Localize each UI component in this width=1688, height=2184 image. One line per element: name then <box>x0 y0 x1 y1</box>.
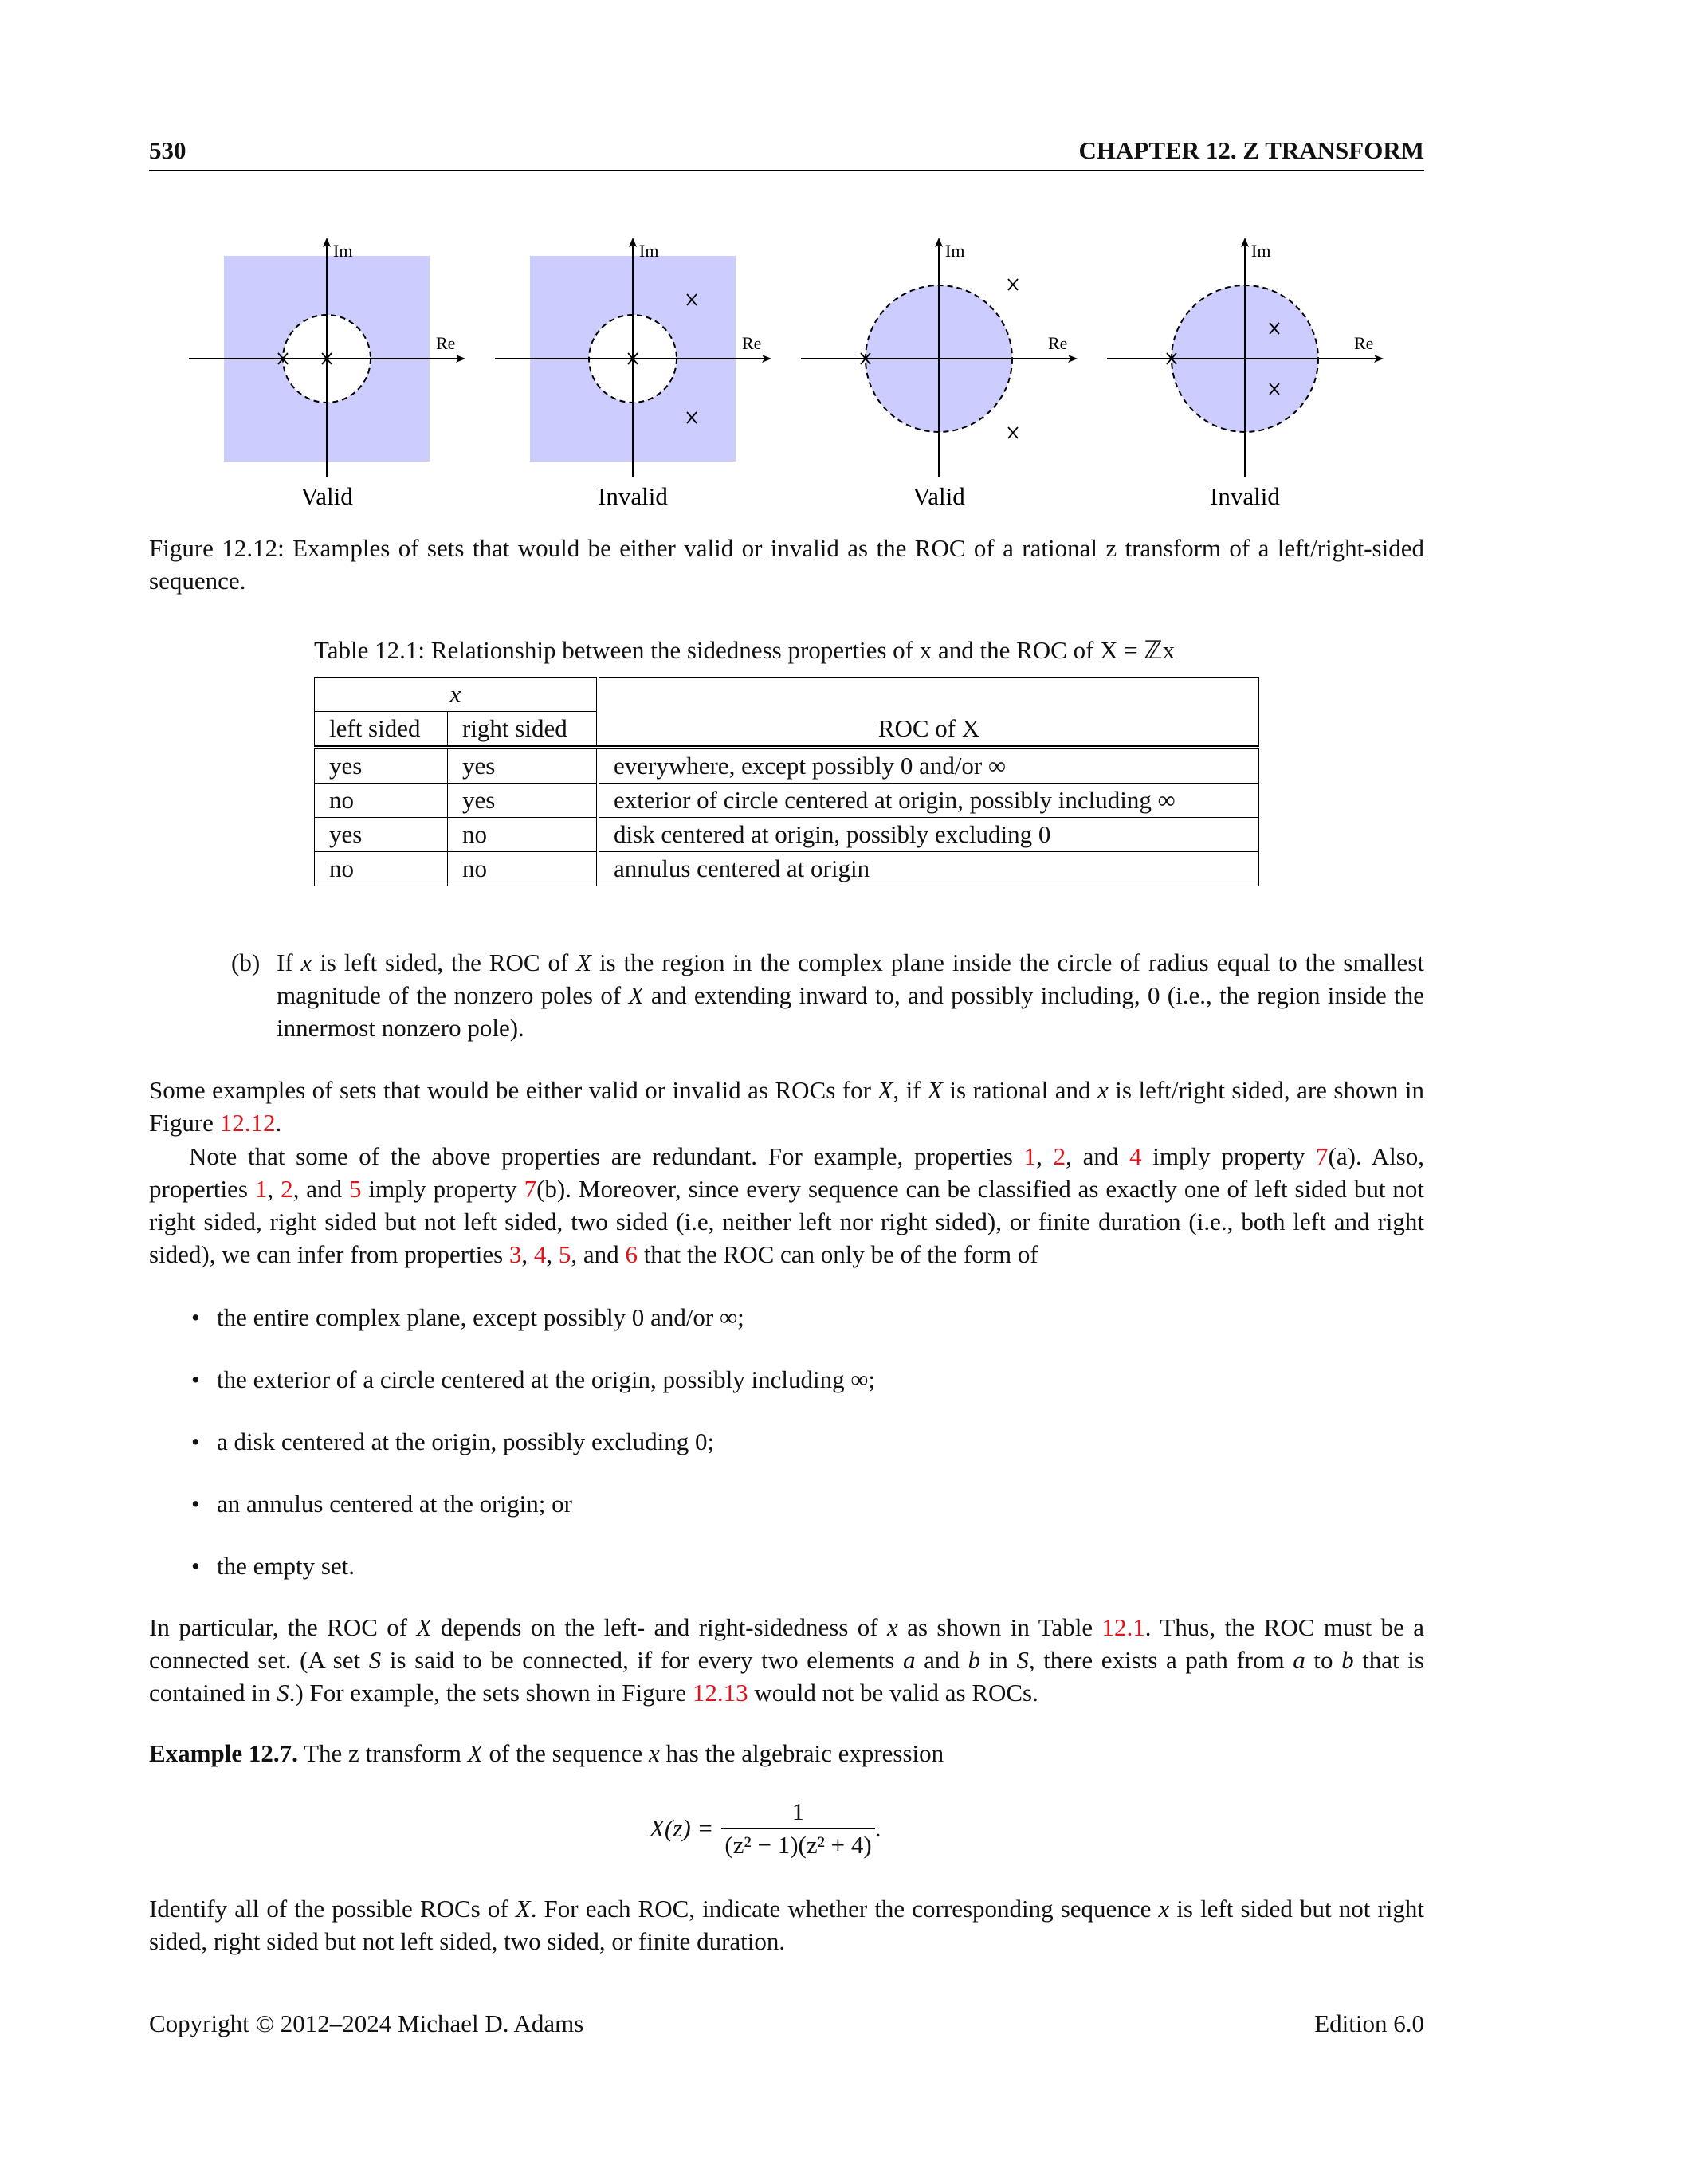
table-header-right: right sided <box>448 712 599 748</box>
text-run: . Thus, the ROC must be a connected set. (A set <box>149 1613 1424 1674</box>
imag-axis-label: Im <box>1251 241 1271 261</box>
text-run: x <box>300 949 312 976</box>
text-run: X <box>467 1739 483 1767</box>
text-run: that is contained in <box>149 1646 1424 1707</box>
text-run: S <box>1016 1646 1029 1674</box>
text-run: has the algebraic expression <box>659 1739 944 1767</box>
bullet-icon: • <box>191 1303 200 1331</box>
item-b-text <box>277 946 1424 1044</box>
table-row <box>315 784 1259 818</box>
cross-reference-link[interactable]: 12.1 <box>1101 1613 1145 1641</box>
table-cell: no <box>448 852 599 886</box>
real-axis-label: Re <box>742 333 762 353</box>
text-run: , and <box>1066 1142 1130 1170</box>
paragraph-1 <box>149 1074 1424 1139</box>
item-b-marker: (b) <box>231 949 261 976</box>
footer-edition: Edition 6.0 <box>1314 2009 1424 2037</box>
paragraph-3 <box>149 1611 1424 1709</box>
table-cell: yes <box>448 784 599 818</box>
pole-marker-icon <box>1008 427 1018 438</box>
table-group-header: x <box>315 678 599 712</box>
bullet-text: the empty set. <box>217 1552 355 1580</box>
text-run: is the region in the complex plane inside the circle of radius equal to the smallest magnitude of the nonzero poles of <box>277 949 1424 1009</box>
bullet-icon: • <box>191 1428 200 1455</box>
text-run: (b). Moreover, since every sequence can be classified as exactly one of left sided but not right sided, right sided but not left sided, two sided (i.e, neither left nor right sided), or finite duration (i.e., both left and right sided), we can infer from properties <box>149 1175 1425 1268</box>
table-header-roc: ROC of X <box>598 678 1259 748</box>
real-axis-label: Re <box>1354 333 1374 353</box>
panel-label: Invalid <box>1210 482 1280 510</box>
equation-denominator: (z² − 1)(z² + 4) <box>721 1828 874 1861</box>
table-caption-text: Table 12.1: Relationship between the sidedness properties of x and the ROC of X = ℤx <box>314 636 1176 664</box>
cross-reference-link[interactable]: 5 <box>558 1240 571 1268</box>
cross-reference-link[interactable]: 6 <box>625 1240 638 1268</box>
cross-reference-link[interactable]: 3 <box>508 1240 522 1268</box>
example-text <box>298 1739 944 1767</box>
text-run: Some examples of sets that would be either valid or invalid as ROCs for <box>149 1076 878 1104</box>
chapter-title: CHAPTER 12. Z TRANSFORM <box>1078 136 1424 164</box>
table-cell: no <box>315 784 448 818</box>
text-run: a <box>1293 1646 1305 1674</box>
table-cell: everywhere, except possibly 0 and/or ∞ <box>598 748 1259 784</box>
imag-axis-label: Im <box>945 241 965 261</box>
text-run: , <box>267 1175 281 1203</box>
text-run: .) For example, the sets shown in Figure <box>289 1679 693 1707</box>
text-run: x <box>649 1739 660 1767</box>
text-run: . For each ROC, indicate whether the corresponding sequence <box>530 1895 1159 1923</box>
table-cell: yes <box>448 748 599 784</box>
text-run: . <box>275 1109 282 1137</box>
text-run: In particular, the ROC of <box>149 1613 417 1641</box>
text-run: and extending inward to, and possibly including, 0 (i.e., the region inside the innermost nonzero pole). <box>277 981 1425 1042</box>
example-label: Example 12.7. <box>149 1739 298 1767</box>
table-cell: no <box>448 818 599 852</box>
table-cell: no <box>315 852 448 886</box>
table-row <box>315 748 1259 784</box>
cross-reference-link[interactable]: 5 <box>348 1175 362 1203</box>
text-run: , and <box>292 1175 349 1203</box>
table-row <box>315 818 1259 852</box>
table-cell: yes <box>315 748 448 784</box>
imag-axis-label: Im <box>333 241 353 261</box>
text-run: b <box>1341 1646 1354 1674</box>
cross-reference-link[interactable]: 12.12 <box>219 1109 276 1137</box>
text-run: , <box>521 1240 534 1268</box>
text-run: X <box>576 949 592 976</box>
text-run: is said to be connected, if for every two elements <box>381 1646 903 1674</box>
text-run: X <box>877 1076 893 1104</box>
text-run: a <box>902 1646 916 1674</box>
cross-reference-link[interactable]: 2 <box>1053 1142 1066 1170</box>
equation-period: . <box>874 1814 881 1842</box>
cross-reference-link[interactable]: 7 <box>1316 1142 1329 1170</box>
panel-label: Valid <box>300 482 353 510</box>
text-run: imply property <box>361 1175 524 1203</box>
table-caption <box>314 634 1175 666</box>
text-run: X <box>928 1076 943 1104</box>
text-run: (a). Also, properties <box>149 1142 1425 1203</box>
equation-lhs: X(z) = <box>650 1814 714 1842</box>
real-axis-label: Re <box>1048 333 1068 353</box>
bullet-text: an annulus centered at the origin; or <box>217 1490 572 1518</box>
text-run: of the sequence <box>482 1739 650 1767</box>
panel-label: Valid <box>913 482 965 510</box>
cross-reference-link[interactable]: 1 <box>254 1175 268 1203</box>
example-heading <box>149 1737 1424 1770</box>
text-run: , there exists a path from <box>1028 1646 1293 1674</box>
text-run: to <box>1305 1646 1342 1674</box>
equation-numerator: 1 <box>791 1797 805 1825</box>
bullet-text: the entire complex plane, except possibly 0 and/or ∞; <box>217 1303 744 1331</box>
equation <box>650 1795 881 1861</box>
text-run: b <box>968 1646 980 1674</box>
text-run: X <box>515 1895 531 1923</box>
table-cell: yes <box>315 818 448 852</box>
text-run: , and <box>571 1240 626 1268</box>
text-run: Note that some of the above properties are redundant. For example, properties <box>189 1142 1024 1170</box>
figure-caption: Figure 12.12: Examples of sets that would be either valid or invalid as the ROC of a rational z transform of a left/right-sided sequence. <box>149 534 1424 595</box>
table-row <box>315 852 1259 886</box>
panel-label: Invalid <box>598 482 668 510</box>
cross-reference-link[interactable]: 2 <box>281 1175 293 1203</box>
table-header-left: left sided <box>315 712 448 748</box>
cross-reference-link[interactable]: 4 <box>1129 1142 1142 1170</box>
bullet-icon: • <box>191 1365 200 1393</box>
footer-copyright: Copyright © 2012–2024 Michael D. Adams <box>149 2009 584 2037</box>
text-run: is left sided, the ROC of <box>312 949 577 976</box>
text-run: The z transform <box>297 1739 468 1767</box>
text-run: x <box>1097 1076 1109 1104</box>
cross-reference-link[interactable]: 4 <box>533 1240 547 1268</box>
text-run: , if <box>893 1076 928 1104</box>
cross-reference-link[interactable]: 7 <box>524 1175 537 1203</box>
table-cell: disk centered at origin, possibly excluding 0 <box>598 818 1259 852</box>
text-run: as shown in Table <box>897 1613 1102 1641</box>
text-run: and <box>915 1646 968 1674</box>
imag-axis-label: Im <box>639 241 659 261</box>
text-run: , <box>1036 1142 1054 1170</box>
table-cell: annulus centered at origin <box>598 852 1259 886</box>
text-run: is left sided but not right sided, right sided but not left sided, two sided, or finite duration. <box>149 1895 1424 1955</box>
text-run: in <box>979 1646 1017 1674</box>
text-run: , <box>546 1240 559 1268</box>
bullet-icon: • <box>191 1490 200 1518</box>
paragraph-4 <box>149 1892 1424 1958</box>
bullet-icon: • <box>191 1552 200 1580</box>
real-axis-label: Re <box>436 333 456 353</box>
text-run: S <box>277 1679 289 1707</box>
text-run: would not be valid as ROCs. <box>748 1679 1038 1707</box>
text-run: X <box>416 1613 432 1641</box>
text-run: that the ROC can only be of the form of <box>637 1240 1038 1268</box>
text-run: S <box>368 1646 382 1674</box>
paragraph-2 <box>149 1140 1424 1271</box>
bullet-text: a disk centered at the origin, possibly excluding 0; <box>217 1428 715 1455</box>
pole-marker-icon <box>1008 279 1018 290</box>
cross-reference-link[interactable]: 12.13 <box>692 1679 748 1707</box>
text-run: depends on the left- and right-sidedness of <box>431 1613 888 1641</box>
page-header <box>149 134 1424 171</box>
text-run: is rational and <box>942 1076 1098 1104</box>
text-run: x <box>1158 1895 1170 1923</box>
text-run: Identify all of the possible ROCs of <box>149 1895 516 1923</box>
text-run: imply property <box>1141 1142 1317 1170</box>
bullet-text: the exterior of a circle centered at the origin, possibly including ∞; <box>217 1365 876 1393</box>
roc-figure <box>0 215 1688 526</box>
text-run: x <box>887 1613 898 1641</box>
text-run: is left/right sided, are shown in Figure <box>149 1076 1424 1137</box>
table-cell: exterior of circle centered at origin, possibly including ∞ <box>598 784 1259 818</box>
page-number: 530 <box>149 136 186 164</box>
text-run: X <box>628 981 644 1009</box>
text-run: If <box>277 949 301 976</box>
roc-table <box>314 677 1259 886</box>
cross-reference-link[interactable]: 1 <box>1023 1142 1037 1170</box>
